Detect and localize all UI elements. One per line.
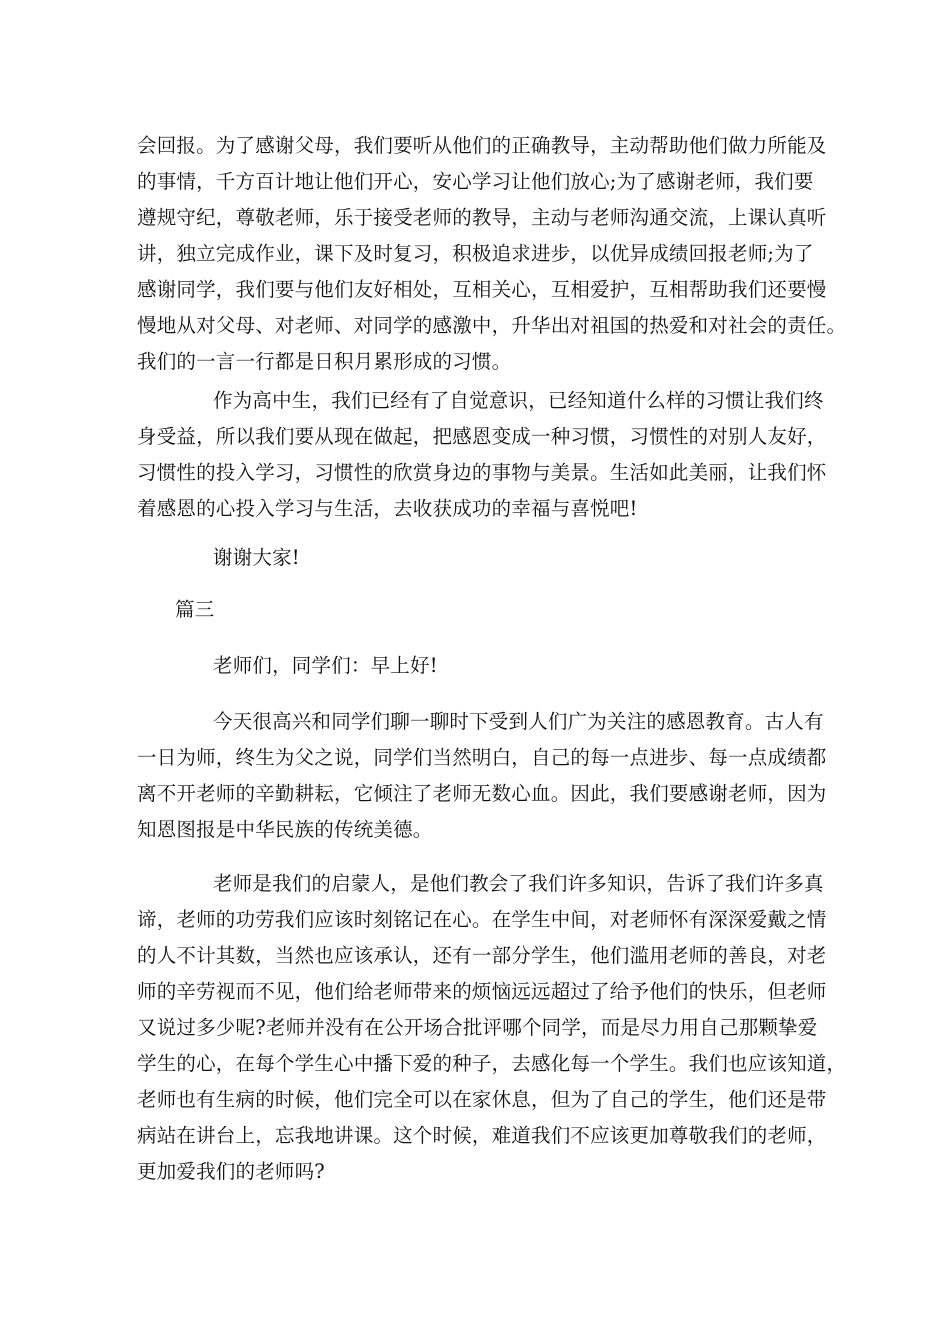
section-heading: 篇三 [175, 598, 215, 621]
paragraph-4-line-7: 老师也有生病的时候，他们完全可以在家休息，但为了自己的学生，他们还是带 [137, 1088, 827, 1111]
paragraph-2-line-1: 作为高中生，我们已经有了自觉意识，已经知道什么样的习惯让我们终 [213, 389, 824, 412]
paragraph-4-line-1: 老师是我们的启蒙人，是他们教会了我们许多知识，告诉了我们许多真 [213, 872, 824, 895]
closing-thanks: 谢谢大家! [213, 546, 300, 569]
paragraph-3-line-3: 离不开老师的辛勤耕耘，它倾注了老师无数心血。因此，我们要感谢老师，因为 [137, 782, 827, 805]
paragraph-1-line-6: 慢地从对父母、对老师、对同学的感激中，升华出对祖国的热爱和对社会的责任。 [137, 314, 847, 337]
greeting: 老师们，同学们：早上好! [213, 654, 438, 677]
paragraph-4-line-4: 师的辛劳视而不见，他们给老师带来的烦恼远远超过了给予他们的快乐，但老师 [137, 980, 827, 1003]
paragraph-1-line-7: 我们的一言一行都是日积月累形成的习惯。 [137, 350, 512, 373]
paragraph-4-line-5: 又说过多少呢?老师并没有在公开场合批评哪个同学，而是尽力用自己那颗挚爱 [137, 1016, 818, 1039]
paragraph-4-line-3: 的人不计其数，当然也应该承认，还有一部分学生，他们滥用老师的善良，对老 [137, 944, 827, 967]
paragraph-1-line-4: 讲，独立完成作业，课下及时复习，积极追求进步，以优异成绩回报老师;为了 [137, 242, 814, 265]
paragraph-2-line-3: 习惯性的投入学习，习惯性的欣赏身边的事物与美景。生活如此美丽，让我们怀 [137, 461, 827, 484]
paragraph-3-line-2: 一日为师，终生为父之说，同学们当然明白，自己的每一点进步、每一点成绩都 [137, 746, 827, 769]
paragraph-4-line-2: 谛，老师的功劳我们应该时刻铭记在心。在学生中间，对老师怀有深深爱戴之情 [137, 908, 827, 931]
paragraph-1-line-2: 的事情，千方百计地让他们开心，安心学习让他们放心;为了感谢老师，我们要 [137, 170, 814, 193]
paragraph-2-line-4: 着感恩的心投入学习与生活，去收获成功的幸福与喜悦吧! [137, 497, 638, 520]
paragraph-4-line-8: 病站在讲台上，忘我地讲课。这个时候，难道我们不应该更加尊敬我们的老师， [137, 1124, 827, 1147]
paragraph-3-line-4: 知恩图报是中华民族的传统美德。 [137, 818, 433, 841]
paragraph-2-line-2: 身受益，所以我们要从现在做起，把感恩变成一种习惯，习惯性的对别人友好， [137, 425, 827, 448]
paragraph-1-line-1: 会回报。为了感谢父母，我们要听从他们的正确教导，主动帮助他们做力所能及 [137, 134, 827, 157]
paragraph-4-line-6: 学生的心，在每个学生心中播下爱的种子，去感化每一个学生。我们也应该知道， [137, 1052, 847, 1075]
paragraph-3-line-1: 今天很高兴和同学们聊一聊时下受到人们广为关注的感恩教育。古人有 [213, 710, 824, 733]
paragraph-4-line-9: 更加爱我们的老师吗? [137, 1160, 325, 1183]
paragraph-1-line-5: 感谢同学，我们要与他们友好相处，互相关心，互相爱护，互相帮助我们还要慢 [137, 278, 827, 301]
paragraph-1-line-3: 遵规守纪，尊敬老师，乐于接受老师的教导，主动与老师沟通交流，上课认真听 [137, 206, 827, 229]
